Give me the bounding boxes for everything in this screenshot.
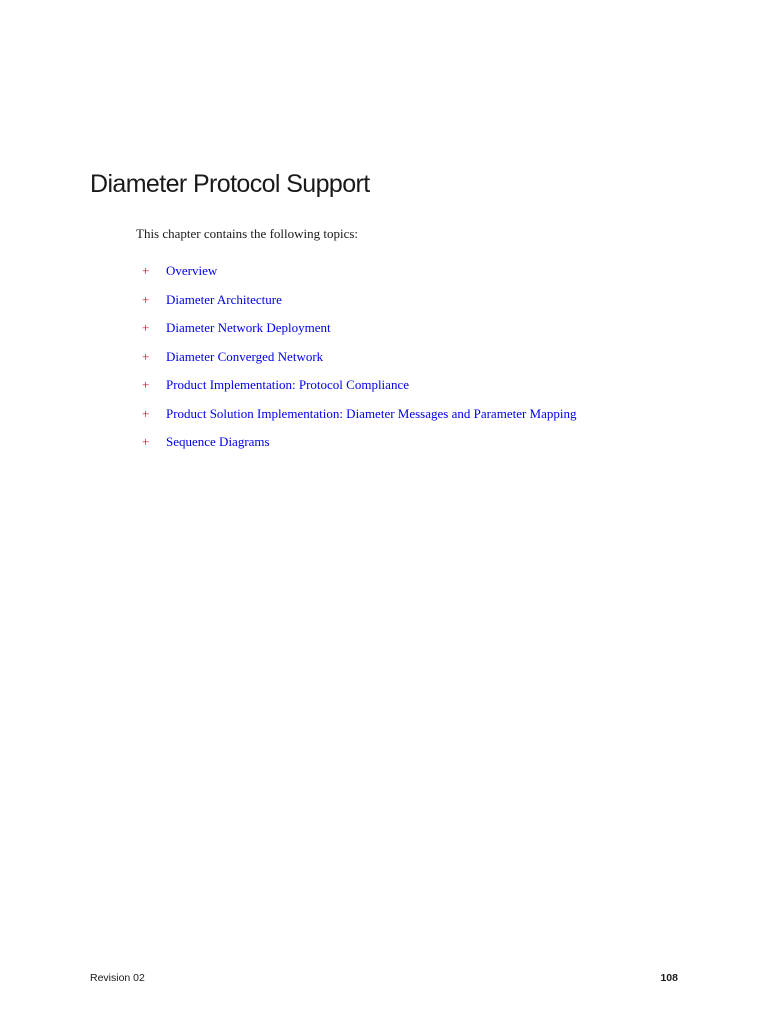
page-title: Diameter Protocol Support <box>90 170 370 198</box>
plus-bullet-icon: + <box>142 434 150 449</box>
list-item <box>136 376 577 405</box>
topic-link-protocol-compliance[interactable]: Product Implementation: Protocol Compliance <box>166 377 409 392</box>
list-item <box>136 319 577 348</box>
plus-bullet-icon: + <box>142 377 150 392</box>
topic-link-converged-network[interactable]: Diameter Converged Network <box>166 348 324 364</box>
topic-list <box>136 262 577 462</box>
topic-link-network-deployment[interactable]: Diameter Network Deployment <box>166 320 331 335</box>
chapter-intro: This chapter contains the following topics: <box>136 226 359 241</box>
list-item <box>136 262 577 291</box>
list-item <box>136 405 577 434</box>
topic-link-sequence-diagrams[interactable]: Sequence Diagrams <box>166 434 270 449</box>
topic-link-messages-parameter-mapping[interactable]: Product Solution Implementation: Diameter Messages and Parameter Mapping <box>166 405 577 421</box>
list-item <box>136 291 577 320</box>
footer-page-number: 108 <box>660 972 678 984</box>
list-item <box>136 348 577 377</box>
plus-bullet-icon: + <box>142 348 150 364</box>
list-item <box>136 433 577 462</box>
plus-bullet-icon: + <box>142 320 150 335</box>
footer-revision: Revision 02 <box>90 972 145 984</box>
topic-link-overview[interactable]: Overview <box>166 263 218 278</box>
plus-bullet-icon: + <box>142 263 150 278</box>
topic-link-architecture[interactable]: Diameter Architecture <box>166 291 282 307</box>
plus-bullet-icon: + <box>142 291 150 307</box>
plus-bullet-icon: + <box>142 405 150 421</box>
